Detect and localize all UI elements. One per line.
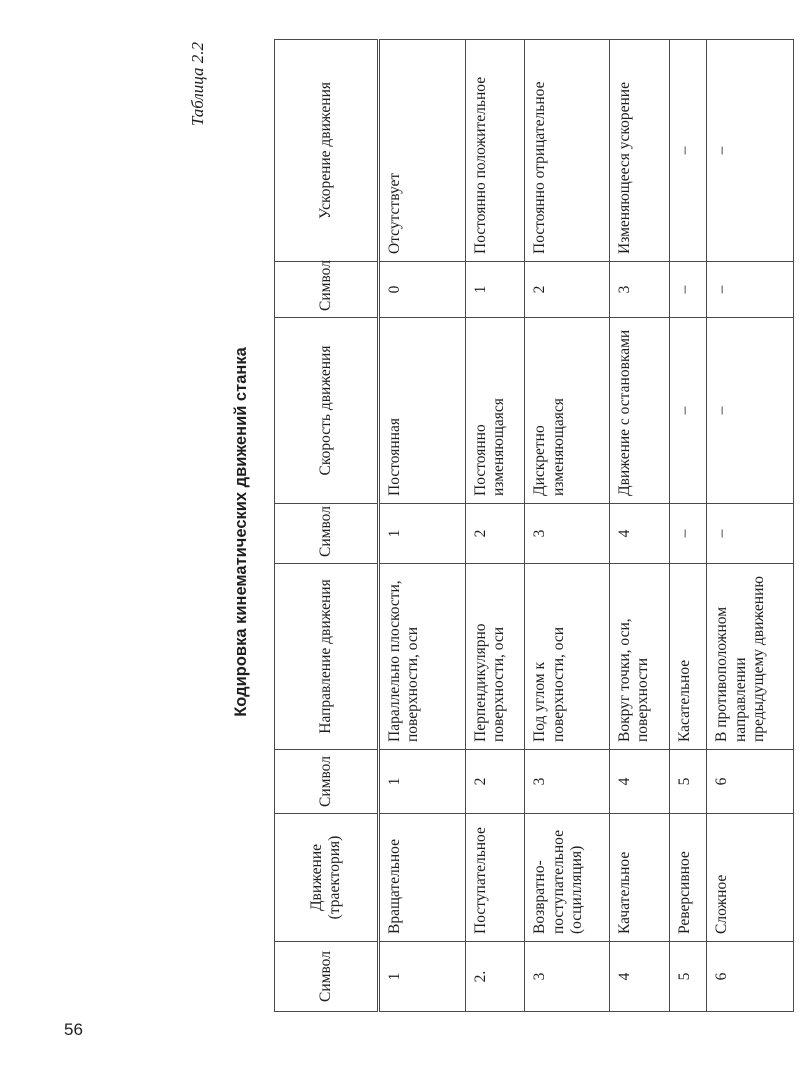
table-title: Кодировка кинематических движений станка — [232, 347, 250, 717]
table-cell: 1 — [379, 750, 466, 814]
table-cell: 3 — [525, 504, 609, 564]
table-cell: 2 — [465, 750, 525, 814]
table-cell: Дискретно изменяющаяся — [525, 318, 609, 504]
table-cell: 3 — [525, 942, 609, 1012]
table-cell: 2 — [465, 504, 525, 564]
table-cell: 3 — [525, 750, 609, 814]
table-label: Таблица 2.2 — [188, 42, 207, 127]
header-cell: Скорость движения — [275, 318, 379, 504]
table-row — [525, 40, 609, 1012]
table-cell: Движение с остановками — [609, 318, 669, 504]
table-row — [707, 40, 794, 1012]
table-cell: 6 — [707, 942, 794, 1012]
table-cell: 1 — [379, 504, 466, 564]
table-cell: 5 — [669, 750, 707, 814]
table-cell: Постоянно отрицательное — [525, 40, 609, 262]
table-cell: Параллельно плоскости, поверхности, оси — [379, 564, 466, 750]
table-cell: Постоянная — [379, 318, 466, 504]
table-cell: 1 — [379, 942, 466, 1012]
table-cell: 3 — [609, 262, 669, 318]
table-cell: 6 — [707, 750, 794, 814]
table-cell: Постоянно положительное — [465, 40, 525, 262]
table-cell: В противоположном направлении предыдущему движению — [707, 564, 794, 750]
table-header-row — [275, 40, 379, 1012]
table-cell: – — [707, 318, 794, 504]
table-cell: – — [707, 40, 794, 262]
table-cell: 4 — [609, 750, 669, 814]
table-cell: Сложное — [707, 814, 794, 942]
table-cell: – — [707, 504, 794, 564]
header-cell: Символ — [275, 504, 379, 564]
table-cell: – — [707, 262, 794, 318]
table-cell: Вращательное — [379, 814, 466, 942]
header-cell: Символ — [275, 750, 379, 814]
header-cell: Ускорение движения — [275, 40, 379, 262]
table-cell: – — [669, 262, 707, 318]
table-cell: Изменяющееся ускорение — [609, 40, 669, 262]
header-cell: Направление движения — [275, 564, 379, 750]
header-cell: Символ — [275, 942, 379, 1012]
table-cell: 5 — [669, 942, 707, 1012]
table-row — [379, 40, 466, 1012]
table-cell: Качательное — [609, 814, 669, 942]
page-number: 56 — [64, 1020, 83, 1039]
rotated-table-block — [188, 40, 808, 1024]
table-row — [609, 40, 669, 1012]
table-cell: – — [669, 40, 707, 262]
table-cell: Возвратно-поступательное (осцилляция) — [525, 814, 609, 942]
table-cell: Постоянно изменяющаяся — [465, 318, 525, 504]
table-cell: Под углом к поверхности, оси — [525, 564, 609, 750]
kinematic-coding-table — [274, 39, 794, 1012]
table-cell: 4 — [609, 504, 669, 564]
header-cell: Символ — [275, 262, 379, 318]
table-cell: Касательное — [669, 564, 707, 750]
table-cell: 2 — [525, 262, 609, 318]
table-cell: – — [669, 504, 707, 564]
table-cell: 0 — [379, 262, 466, 318]
table-cell: 2. — [465, 942, 525, 1012]
header-cell: Движение (траектория) — [275, 814, 379, 942]
table-cell: – — [669, 318, 707, 504]
table-cell: 4 — [609, 942, 669, 1012]
table-cell: Отсутствует — [379, 40, 466, 262]
table-cell: 1 — [465, 262, 525, 318]
table-row — [465, 40, 525, 1012]
table-cell: Реверсивное — [669, 814, 707, 942]
table-cell: Поступательное — [465, 814, 525, 942]
table-cell: Вокруг точки, оси, поверхности — [609, 564, 669, 750]
table-row — [669, 40, 707, 1012]
table-cell: Перпендикулярно поверхности, оси — [465, 564, 525, 750]
